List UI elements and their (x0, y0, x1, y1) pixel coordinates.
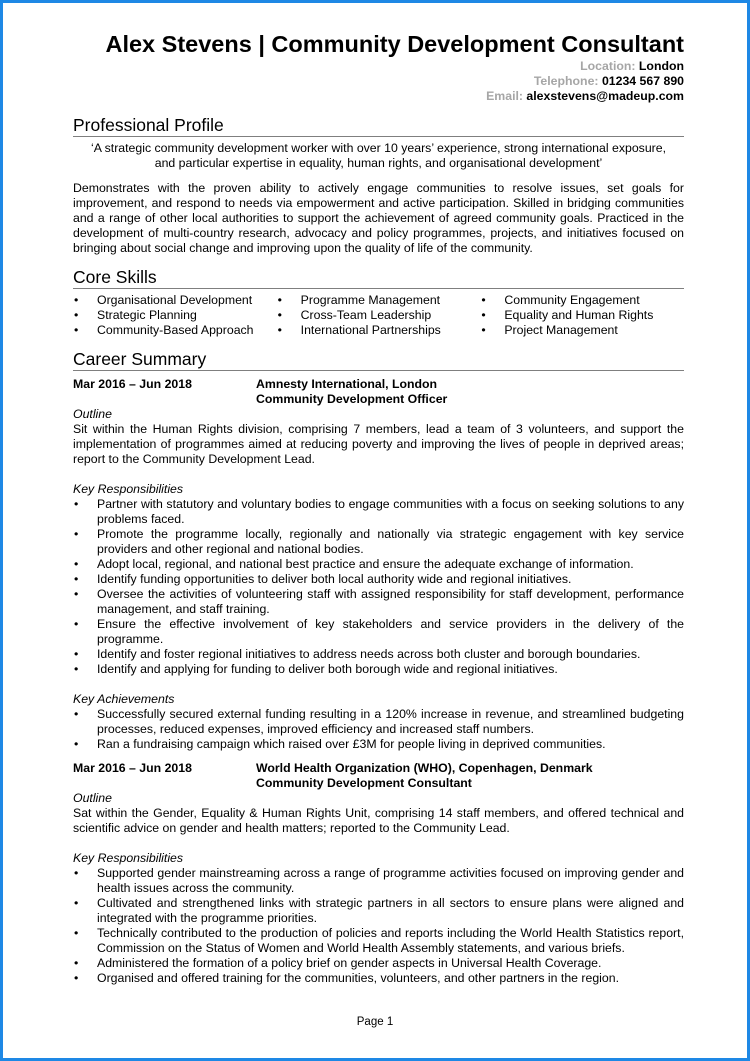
job-employer: Amnesty International, London (256, 377, 438, 391)
job-entry-1 (73, 377, 684, 752)
contact-telephone: Telephone: 01234 567 890 (533, 74, 684, 88)
skill-item: • Programme Management (277, 293, 481, 308)
responsibilities-label: Key Responsibilities (73, 851, 184, 865)
page-number: Page 1 (356, 1016, 394, 1028)
list-item: • Identify and foster regional initiatives to address needs across both cluster and borough boundaries. (73, 647, 684, 662)
job-employer: World Health Organization (WHO), Copenhagen, Denmark (256, 761, 593, 775)
list-item: • Adopt local, regional, and national best practice and ensure the adequate exchange of information. (73, 557, 684, 572)
section-title-profile: Professional Profile (73, 115, 684, 137)
outline-label: Outline (73, 407, 112, 421)
list-item: • Oversee the activities of volunteering staff with assigned responsibility for staff development, performance management, and staff training. (73, 587, 684, 617)
list-item: • Ran a fundraising campaign which raised over £3M for people living in deprived communities. (73, 737, 684, 752)
job-outline: Sat within the Gender, Equality & Human Rights Unit, comprising 14 staff members, and offered technical and scientific advice on gender and health matters; reported to the Community Lead. (73, 806, 684, 835)
job-header (73, 761, 684, 791)
job-role: Community Development Officer (256, 392, 448, 406)
list-item: • Organised and offered training for the communities, volunteers, and other partners in the region. (73, 971, 684, 986)
skills-list (73, 293, 684, 338)
profile-quote: ‘A strategic community development worker with over 10 years’ experience, strong international exposure, and particular expertise in equality, human rights, and organisational development’ (90, 141, 667, 170)
job-dates: Mar 2016 – Jun 2018 (73, 761, 192, 775)
list-item: • Supported gender mainstreaming across a range of programme activities focused on improving gender and health issues across the community. (73, 866, 684, 896)
responsibilities-label: Key Responsibilities (73, 482, 184, 496)
profile-body: Demonstrates with the proven ability to actively engage communities to resolve issues, set goals for improvement, and respond to needs via empowerment and active participation. Skilled in bridging communities and a range of other local authorities to support the achievement of agreed community goals. Practiced in the development of multi-country research, advocacy and policy programmes, projects, and initiatives focused on bringing about social change and improving upon the quality of life of the community. (73, 181, 684, 255)
skills-column-2 (277, 293, 481, 338)
skill-item: • Cross-Team Leadership (277, 308, 481, 323)
job-header (73, 377, 684, 407)
cv-content (73, 29, 684, 986)
section-title-skills: Core Skills (73, 267, 684, 289)
contact-email: Email: alexstevens@madeup.com (486, 89, 684, 103)
section-title-career: Career Summary (73, 349, 684, 371)
skill-item: • Community-Based Approach (73, 323, 277, 338)
achievements-label: Key Achievements (73, 692, 175, 706)
list-item: • Technically contributed to the production of policies and reports including the World Health Statistics report, Commission on the Status of Women and World Health Assembly statements, and various briefs. (73, 926, 684, 956)
skill-item: • Community Engagement (480, 293, 684, 308)
list-item: • Identify funding opportunities to deliver both local authority wide and regional initiatives. (73, 572, 684, 587)
list-item: • Successfully secured external funding resulting in a 120% increase in revenue, and streamlined budgeting processes, reduced expenses, improved efficiency and increased staff numbers. (73, 707, 684, 737)
contact-block (73, 59, 684, 104)
outline-label: Outline (73, 791, 112, 805)
job-role: Community Development Consultant (256, 776, 472, 790)
candidate-name-title: Alex Stevens | Community Development Consultant (105, 31, 684, 57)
job-entry-2 (73, 761, 684, 986)
job-dates: Mar 2016 – Jun 2018 (73, 377, 192, 391)
skill-item: • Organisational Development (73, 293, 277, 308)
list-item: • Partner with statutory and voluntary bodies to engage communities with a focus on seeking solutions to any problems faced. (73, 497, 684, 527)
list-item: • Administered the formation of a policy brief on gender aspects in Universal Health Coverage. (73, 956, 684, 971)
skill-item: • Strategic Planning (73, 308, 277, 323)
list-item: • Ensure the effective involvement of key stakeholders and service providers in the delivery of the programme. (73, 617, 684, 647)
list-item: • Cultivated and strengthened links with strategic partners in all sectors to ensure plans were aligned and integrated with the programme priorities. (73, 896, 684, 926)
skill-item: • International Partnerships (277, 323, 481, 338)
skill-item: • Project Management (480, 323, 684, 338)
responsibilities-list (73, 866, 684, 986)
contact-location: Location: London (580, 59, 684, 73)
skill-item: • Equality and Human Rights (480, 308, 684, 323)
responsibilities-list (73, 497, 684, 677)
list-item: • Identify and applying for funding to deliver both borough wide and regional initiatives. (73, 662, 684, 677)
list-item: • Promote the programme locally, regionally and nationally via strategic engagement with key service providers and other regional and national bodies. (73, 527, 684, 557)
skills-column-1 (73, 293, 277, 338)
achievements-list (73, 707, 684, 752)
skills-column-3 (480, 293, 684, 338)
job-outline: Sit within the Human Rights division, comprising 7 members, lead a team of 3 volunteers, and support the implementation of programmes aimed at reducing poverty and improving the lives of people in deprived areas; report to the Community Development Lead. (73, 422, 684, 466)
